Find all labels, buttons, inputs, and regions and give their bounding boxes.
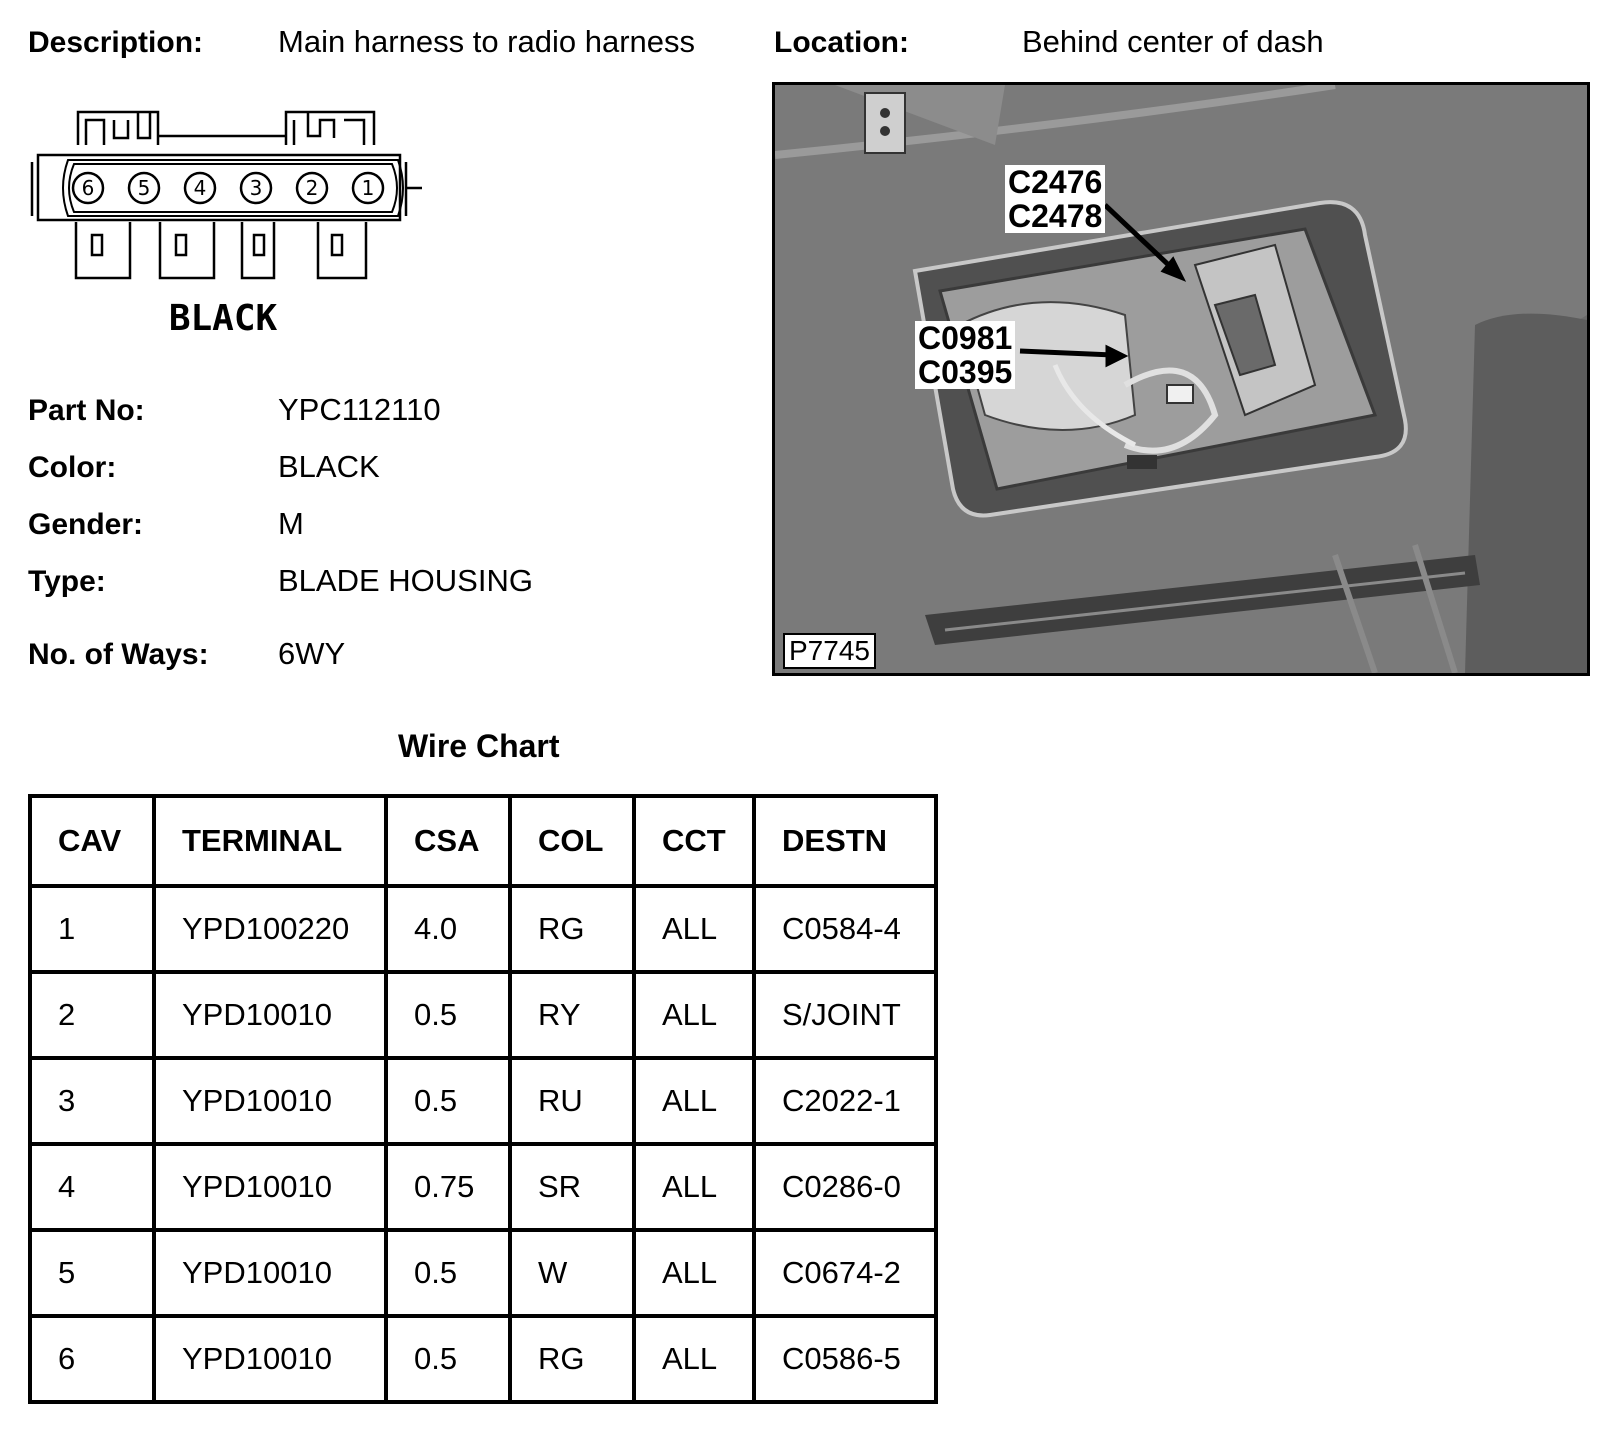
pin-label: 4 [193, 176, 207, 200]
part-no-value: YPC112110 [278, 392, 441, 427]
part-no-label: Part No: [28, 394, 145, 427]
cell-csa: 0.75 [388, 1146, 512, 1232]
photo-id: P7745 [783, 633, 876, 669]
cell-col: SR [512, 1146, 636, 1232]
header-terminal: TERMINAL [156, 798, 388, 888]
cell-cav: 1 [32, 888, 156, 974]
cell-destn: C0674-2 [756, 1232, 938, 1318]
callout-middle [915, 321, 1015, 389]
callout-middle-line2: C0395 [918, 354, 1013, 390]
pin-label: 6 [81, 176, 95, 200]
pin-label: 1 [361, 176, 375, 200]
cell-csa: 0.5 [388, 1318, 512, 1404]
cell-terminal: YPD100220 [156, 888, 388, 974]
callout-upper-line1: C2476 [1008, 164, 1103, 200]
cell-destn: S/JOINT [756, 974, 938, 1060]
header-cct: CCT [636, 798, 756, 888]
cell-cav: 3 [32, 1060, 156, 1146]
callout-upper [1005, 165, 1105, 233]
ways-value: 6WY [278, 636, 346, 671]
location-label: Location: [774, 26, 909, 59]
cell-cct: ALL [636, 1232, 756, 1318]
location-photo [772, 82, 1590, 676]
type-label: Type: [28, 565, 106, 598]
pin-label: 3 [249, 176, 263, 200]
description-value: Main harness to radio harness [278, 24, 696, 59]
cell-terminal: YPD10010 [156, 1146, 388, 1232]
cell-destn: C0586-5 [756, 1318, 938, 1404]
ways-label: No. of Ways: [28, 638, 209, 671]
header-cav: CAV [32, 798, 156, 888]
wire-chart-title: Wire Chart [398, 728, 560, 764]
connector-outline [28, 100, 438, 340]
cell-csa: 4.0 [388, 888, 512, 974]
dash-illustration [775, 85, 1587, 673]
cell-cav: 5 [32, 1232, 156, 1318]
table-row [32, 1318, 938, 1404]
header-col: COL [512, 798, 636, 888]
header-destn: DESTN [756, 798, 938, 888]
cell-cct: ALL [636, 888, 756, 974]
connector-diagram [28, 100, 438, 340]
cell-col: RY [512, 974, 636, 1060]
cell-col: RG [512, 888, 636, 974]
description-label: Description: [28, 26, 204, 59]
cell-destn: C2022-1 [756, 1060, 938, 1146]
cell-csa: 0.5 [388, 1232, 512, 1318]
cell-csa: 0.5 [388, 1060, 512, 1146]
cell-col: RG [512, 1318, 636, 1404]
table-row [32, 974, 938, 1060]
pin-label: 5 [137, 176, 151, 200]
cell-cct: ALL [636, 1318, 756, 1404]
callout-upper-line2: C2478 [1008, 198, 1103, 234]
table-row [32, 1146, 938, 1232]
cell-destn: C0584-4 [756, 888, 938, 974]
connector-color-caption: BLACK [168, 298, 278, 339]
wire-chart-table [28, 794, 938, 1404]
table-header-row [32, 798, 938, 888]
header-csa: CSA [388, 798, 512, 888]
cell-terminal: YPD10010 [156, 974, 388, 1060]
gender-label: Gender: [28, 508, 144, 541]
cell-col: W [512, 1232, 636, 1318]
table-row [32, 1060, 938, 1146]
color-label: Color: [28, 451, 117, 484]
cell-terminal: YPD10010 [156, 1232, 388, 1318]
cell-destn: C0286-0 [756, 1146, 938, 1232]
cell-terminal: YPD10010 [156, 1060, 388, 1146]
cell-cct: ALL [636, 1060, 756, 1146]
gender-value: M [278, 506, 304, 541]
callout-middle-line1: C0981 [918, 320, 1013, 356]
table-row [32, 1232, 938, 1318]
color-value: BLACK [278, 449, 380, 484]
cell-cct: ALL [636, 974, 756, 1060]
pin-label: 2 [305, 176, 319, 200]
cell-cav: 4 [32, 1146, 156, 1232]
cell-cav: 6 [32, 1318, 156, 1404]
location-value: Behind center of dash [1022, 24, 1324, 59]
cell-col: RU [512, 1060, 636, 1146]
cell-cav: 2 [32, 974, 156, 1060]
cell-cct: ALL [636, 1146, 756, 1232]
type-value: BLADE HOUSING [278, 563, 533, 598]
cell-terminal: YPD10010 [156, 1318, 388, 1404]
table-row [32, 888, 938, 974]
cell-csa: 0.5 [388, 974, 512, 1060]
